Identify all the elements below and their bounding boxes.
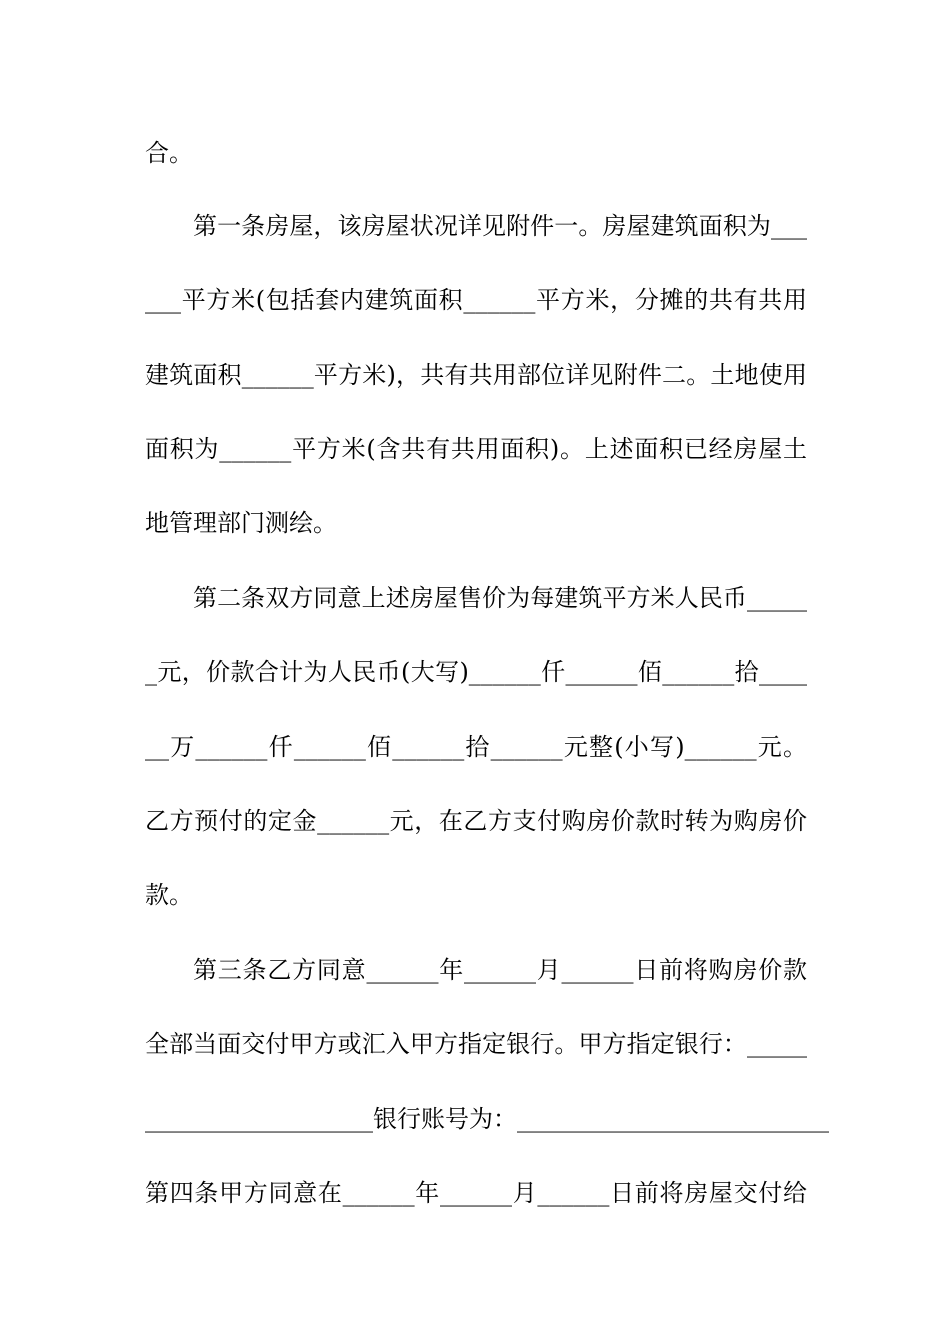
text-line-12: 第三条乙方同意______年______月______日前将购房价款 (193, 956, 807, 984)
text-line-7: 第二条双方同意上述房屋售价为每建筑平方米人民币_____ (193, 584, 807, 612)
text-line-4: 建筑面积______平方米)，共有共用部位详见附件二。土地使用 (145, 361, 807, 389)
text-line-2: 第一条房屋，该房屋状况详见附件一。房屋建筑面积为___ (193, 212, 807, 240)
text-line-13: 全部当面交付甲方或汇入甲方指定银行。甲方指定银行：_____ (145, 1030, 807, 1058)
text-line-9: __万______仟______佰______拾______元整(小写)______元。 (145, 733, 807, 761)
text-line-14: ___________________银行账号为：__________________________ (145, 1105, 829, 1133)
text-line-6: 地管理部门测绘。 (145, 509, 337, 537)
text-line-1: 合。 (145, 139, 193, 167)
text-line-3: ___平方米(包括套内建筑面积______平方米，分摊的共有共用 (145, 286, 807, 314)
text-line-5: 面积为______平方米(含共有共用面积)。上述面积已经房屋土 (145, 435, 807, 463)
text-line-10: 乙方预付的定金______元，在乙方支付购房价款时转为购房价 (145, 807, 807, 835)
text-line-11: 款。 (145, 881, 193, 909)
text-line-15: 第四条甲方同意在______年______月______日前将房屋交付给 (145, 1179, 807, 1207)
text-line-8: _元，价款合计为人民币(大写)______仟______佰______拾____ (145, 658, 807, 686)
